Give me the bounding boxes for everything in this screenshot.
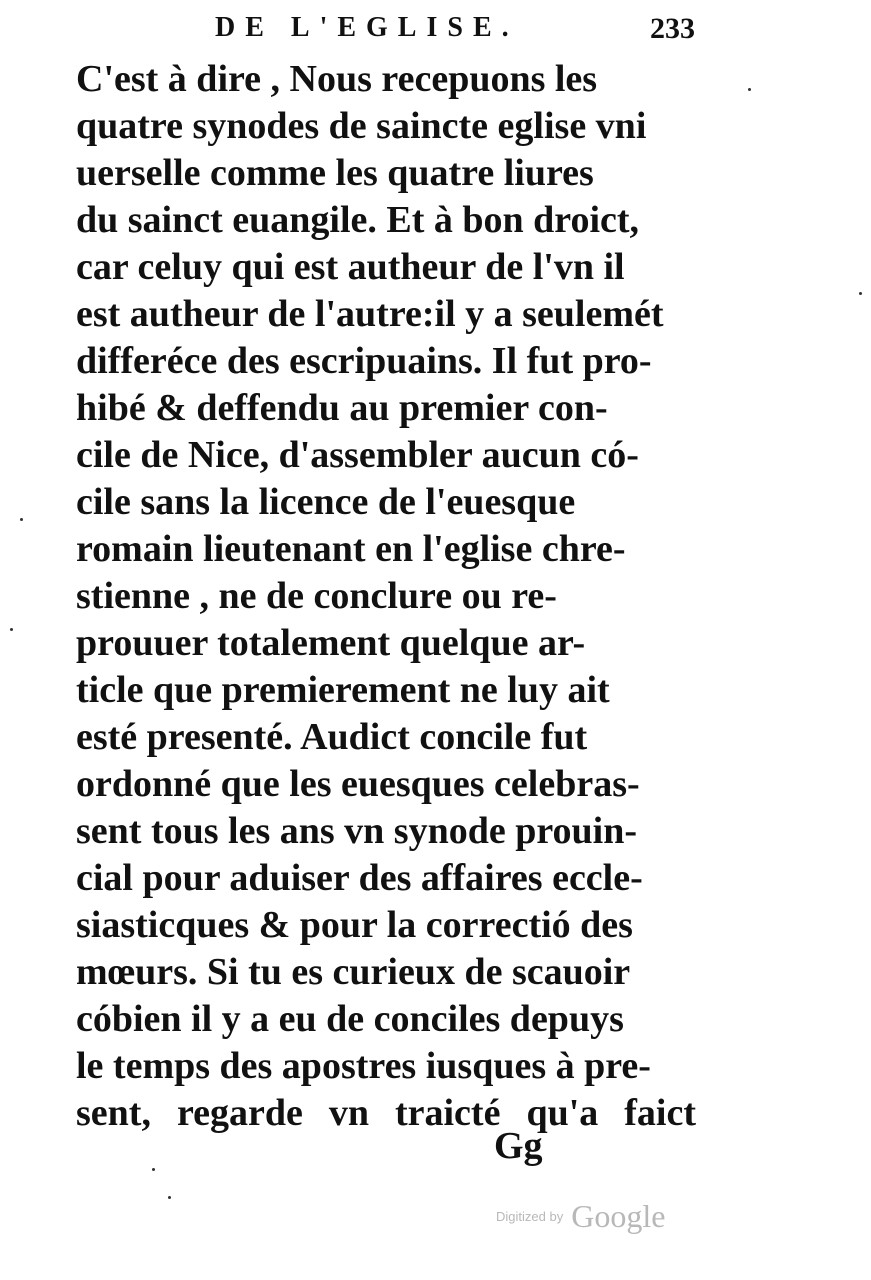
scan-speck bbox=[168, 1196, 171, 1199]
digitized-watermark bbox=[496, 1198, 665, 1235]
signature-mark: Gg bbox=[494, 1125, 543, 1167]
text-line-19: siasticques & pour la correctió des bbox=[76, 904, 633, 946]
text-line-7: differéce des escripuains. Il fut pro- bbox=[76, 340, 652, 382]
text-line-2: quatre synodes de saincte eglise vni bbox=[76, 105, 647, 147]
body-text bbox=[76, 56, 696, 1137]
text-line-12: stienne , ne de conclure ou re- bbox=[76, 575, 557, 617]
text-line-8: hibé & deffendu au premier con- bbox=[76, 387, 608, 429]
text-line-23: sent, regarde vn traicté qu'a faict bbox=[76, 1092, 696, 1134]
text-line-18: cial pour aduiser des affaires eccle- bbox=[76, 857, 643, 899]
text-line-17: sent tous les ans vn synode prouin- bbox=[76, 810, 638, 852]
text-line-11: romain lieutenant en l'eglise chre- bbox=[76, 528, 626, 570]
scan-speck bbox=[748, 88, 751, 91]
text-line-5: car celuy qui est autheur de l'vn il bbox=[76, 246, 625, 288]
text-line-10: cile sans la licence de l'euesque bbox=[76, 481, 576, 523]
text-line-21: cóbien il y a eu de conciles depuys bbox=[76, 998, 624, 1040]
running-head bbox=[215, 12, 695, 54]
scan-speck bbox=[10, 628, 13, 631]
scan-speck bbox=[20, 518, 23, 521]
text-line-14: ticle que premierement ne luy ait bbox=[76, 669, 610, 711]
text-line-13: prouuer totalement quelque ar- bbox=[76, 622, 586, 664]
text-line-4: du sainct euangile. Et à bon droict, bbox=[76, 199, 640, 241]
text-line-3: uerselle comme les quatre liures bbox=[76, 152, 594, 194]
page-number: 233 bbox=[650, 12, 695, 45]
text-line-16: ordonné que les euesques celebras- bbox=[76, 763, 640, 805]
google-logo: Google bbox=[571, 1198, 666, 1234]
text-line-15: esté presenté. Audict concile fut bbox=[76, 716, 588, 758]
digitized-prefix: Digitized by bbox=[496, 1209, 564, 1224]
scan-speck bbox=[859, 292, 862, 295]
text-line-6: est autheur de l'autre:il y a seulemét bbox=[76, 293, 664, 335]
running-title: DE L'EGLISE. bbox=[215, 12, 519, 43]
text-line-22: le temps des apostres iusques à pre- bbox=[76, 1045, 651, 1087]
scan-speck bbox=[152, 1168, 155, 1171]
text-line-20: mœurs. Si tu es curieux de scauoir bbox=[76, 951, 631, 993]
text-line-9: cile de Nice, d'assembler aucun có- bbox=[76, 434, 639, 476]
text-line-1: C'est à dire , Nous recepuons les bbox=[76, 58, 598, 100]
